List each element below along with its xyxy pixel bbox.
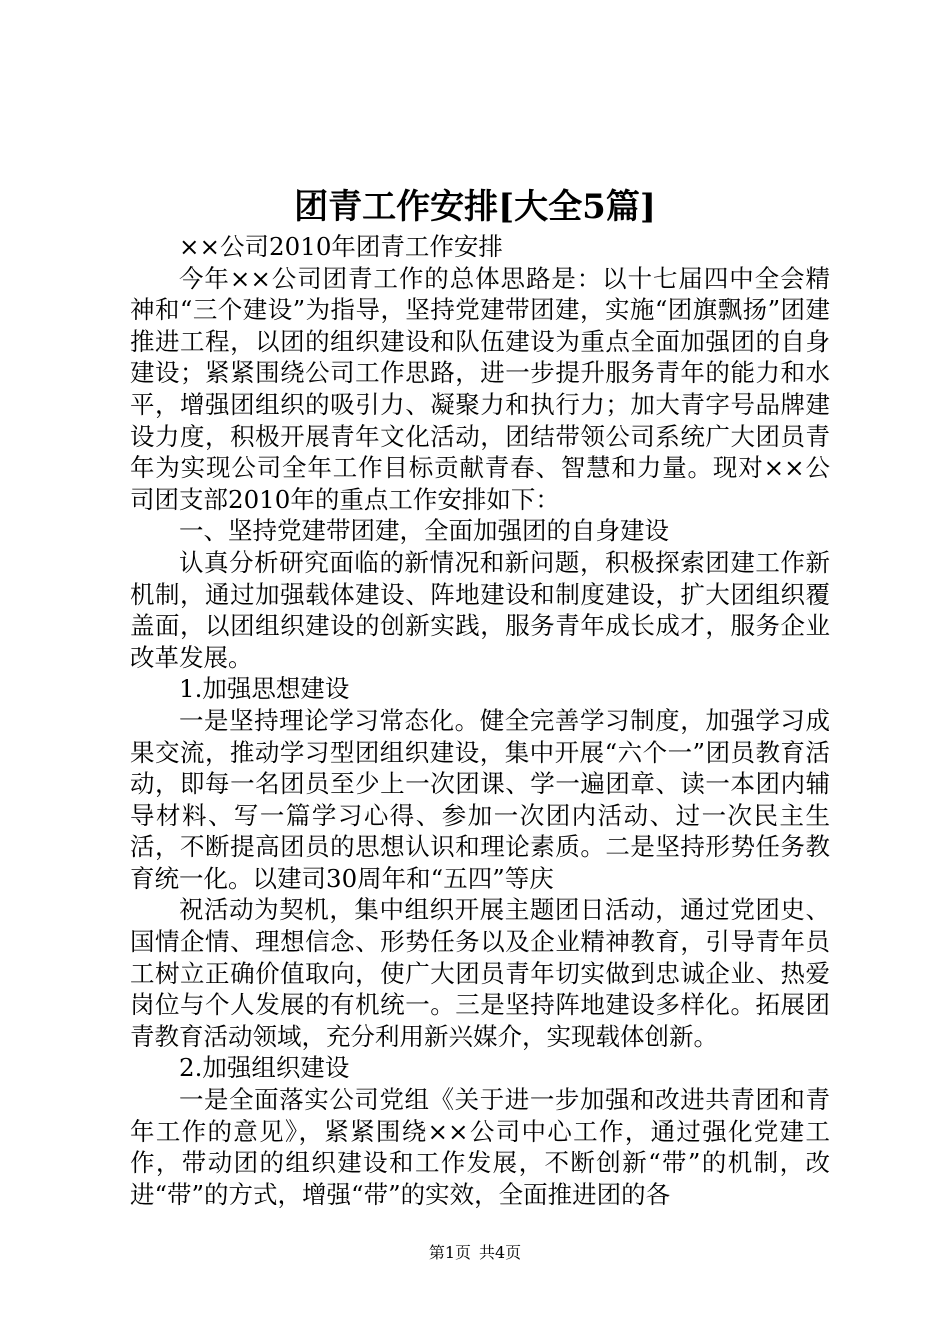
subsection-heading: 2.加强组织建设	[179, 1053, 350, 1083]
page-total: 共4页	[479, 1243, 522, 1262]
paragraph-heading: ××公司2010年团青工作安排	[179, 232, 503, 261]
paragraph: 认真分析研究面临的新情况和新问题，积极探索团建工作新机制，通过加强载体建设、阵地建设和制度建设，扩大团组织覆盖面，以团组织建设的创新实践，服务青年成长成才，服务企业改革发展。	[130, 547, 830, 672]
section-heading: 一、坚持党建带团建，全面加强团的自身建设	[179, 516, 669, 546]
paragraph: 今年××公司团青工作的总体思路是：以十七届四中全会精神和“三个建设”为指导，坚持党建带团建，实施“团旗飘扬”团建推进工程，以团的组织建设和队伍建设为重点全面加强团的自身建设；紧紧围绕公司工作思路，进一步提升服务青年的能力和水平，增强团组织的吸引力、凝聚力和执行力；加大青字号品牌建设力度，积极开展青年文化活动，团结带领公司系统广大团员青年为实现公司全年工作目标贡献青春、智慧和力量。现对××公司团支部2010年的重点工作安排如下：	[130, 263, 830, 514]
document-title: 团青工作安排[大全5篇]	[294, 187, 656, 227]
paragraph: 一是坚持理论学习常态化。健全完善学习制度，加强学习成果交流，推动学习型团组织建设，集中开展“六个一”团员教育活动，即每一名团员至少上一次团课、学一遍团章、读一本团内辅导材料、写一篇学习心得、参加一次团内活动、过一次民主生活，不断提高团员的思想认识和理论素质。二是坚持形势任务教育统一化。以建司30周年和“五四”等庆	[130, 705, 830, 893]
paragraph: 一是全面落实公司党组《关于进一步加强和改进共青团和青年工作的意见》，紧紧围绕××公司中心工作，通过强化党建工作，带动团的组织建设和工作发展，不断创新“带”的机制，改进“带”的方式，增强“带”的实效，全面推进团的各	[130, 1085, 830, 1209]
page-number: 第1页	[428, 1243, 471, 1262]
document-body	[130, 231, 830, 1210]
page-footer	[0, 1242, 950, 1264]
subsection-heading: 1.加强思想建设	[179, 674, 350, 704]
paragraph: 祝活动为契机，集中组织开展主题团日活动，通过党团史、国情企情、理想信念、形势任务以及企业精神教育，引导青年员工树立正确价值取向，使广大团员青年切实做到忠诚企业、热爱岗位与个人发展的有机统一。三是坚持阵地建设多样化。拓展团青教育活动领域，充分利用新兴媒介，实现载体创新。	[130, 895, 830, 1051]
